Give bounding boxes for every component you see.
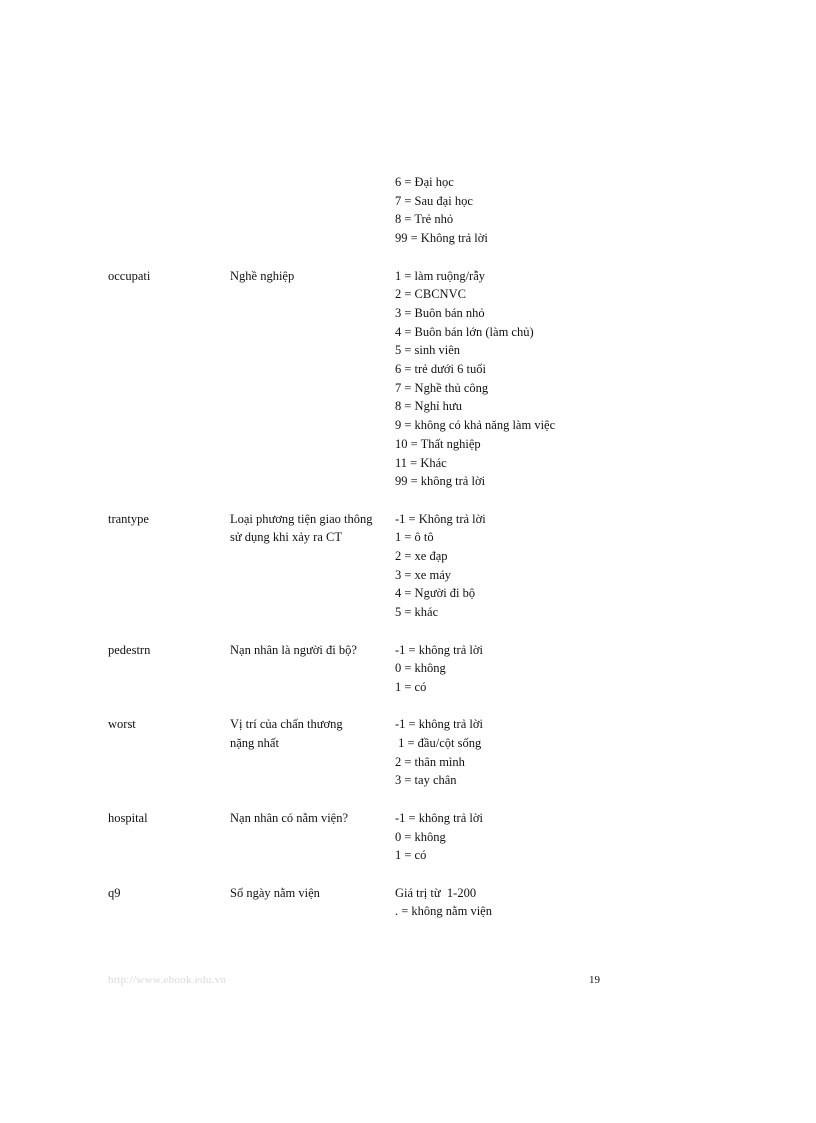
code-line: 0 = không: [395, 661, 446, 676]
code-line: 99 = Không trả lời: [395, 231, 488, 246]
code-line: 7 = Sau đại học: [395, 193, 473, 208]
page-number: 19: [589, 974, 600, 986]
code-line: 3 = Buôn bán nhỏ: [395, 305, 485, 320]
code-line: 1 = đầu/cột sống: [395, 736, 482, 750]
code-line: 9 = không có khả năng làm việc: [395, 418, 556, 433]
code-line: 0 = không: [395, 829, 446, 844]
code-line: 7 = Nghề thủ công: [395, 380, 489, 395]
code-line: 99 = không trả lời: [395, 474, 486, 489]
variable-name: pedestrn: [108, 642, 151, 657]
code-line: 5 = khác: [395, 605, 439, 620]
code-line: 4 = Buôn bán lớn (làm chủ): [395, 324, 534, 339]
code-line: . = không nằm viện: [395, 904, 492, 919]
code-line: Giá trị từ 1-200: [395, 885, 477, 900]
variable-label: Nạn nhân là người đi bộ?: [230, 642, 357, 657]
code-line: -1 = không trả lời: [395, 642, 483, 657]
variable-name: q9: [108, 885, 121, 900]
variable-label: Nạn nhân có nằm viện?: [230, 810, 349, 825]
code-line: -1 = không trả lời: [395, 717, 483, 732]
code-line: 8 = Nghỉ hưu: [395, 399, 462, 414]
code-line: 6 = Đại học: [395, 175, 454, 189]
variable-label: Số ngày nằm viện: [230, 885, 320, 900]
code-line: 1 = có: [395, 679, 427, 694]
variable-name: worst: [108, 717, 136, 732]
code-line: 1 = làm ruộng/rẫy: [395, 268, 486, 283]
code-line: 2 = CBCNVC: [395, 287, 466, 302]
variable-name: trantype: [108, 511, 149, 526]
code-line: 4 = Người đi bộ: [395, 586, 476, 601]
code-line: 1 = ô tô: [395, 530, 434, 545]
variable-label: nặng nhất: [230, 736, 279, 750]
variable-label: Nghề nghiệp: [230, 268, 295, 283]
code-line: 8 = Trẻ nhỏ: [395, 212, 454, 227]
variable-label: Vị trí của chấn thương: [230, 717, 343, 732]
code-line: 2 = xe đạp: [395, 549, 448, 563]
variable-name: occupati: [108, 268, 151, 283]
variable-label: sử dụng khi xảy ra CT: [230, 530, 342, 545]
code-line: 1 = có: [395, 848, 427, 863]
code-line: 6 = trẻ dưới 6 tuổi: [395, 362, 486, 376]
code-line: -1 = Không trả lời: [395, 511, 486, 526]
variable-label: Loại phương tiện giao thông: [230, 511, 373, 526]
code-line: 3 = xe máy: [395, 567, 451, 582]
code-line: 5 = sinh viên: [395, 343, 461, 358]
code-line: 11 = Khác: [395, 455, 447, 470]
variable-name: hospital: [108, 810, 148, 825]
code-line: 2 = thân mình: [395, 754, 465, 769]
code-line: 3 = tay chân: [395, 773, 457, 788]
code-line: 10 = Thất nghiệp: [395, 436, 481, 451]
footer-url-watermark: http://www.ebook.edu.vn: [108, 974, 227, 986]
code-line: -1 = không trả lời: [395, 810, 483, 825]
